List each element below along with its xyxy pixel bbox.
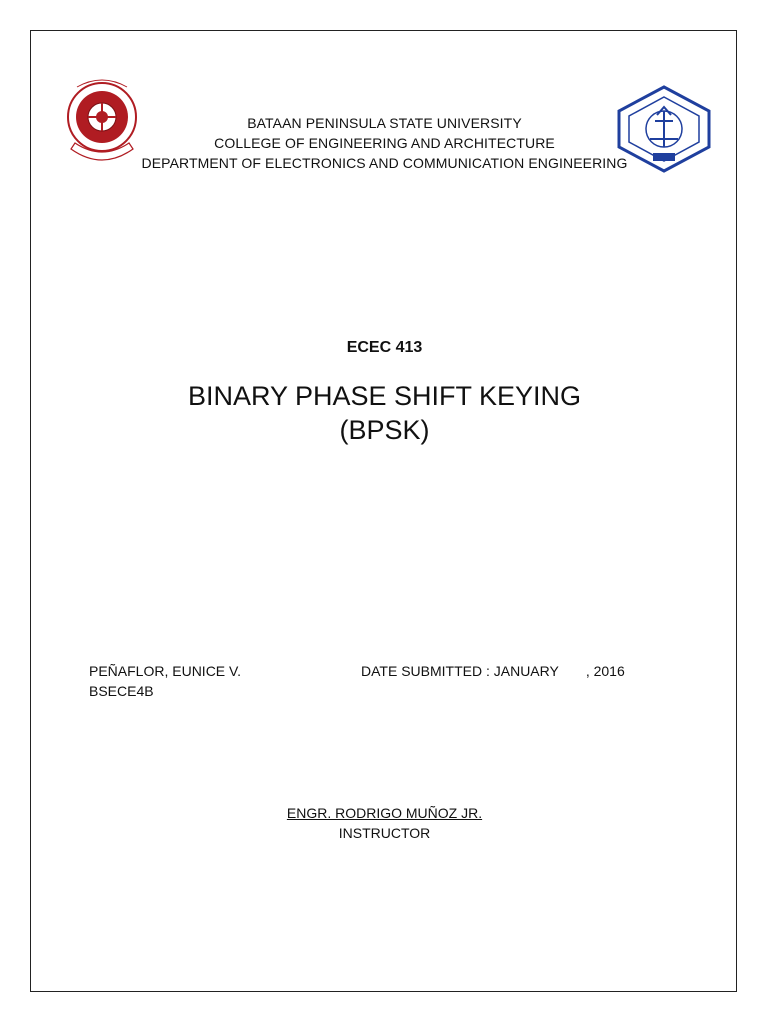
date-submitted (361, 661, 625, 681)
date-year: , 2016 (585, 663, 625, 679)
instructor-role: INSTRUCTOR (338, 825, 431, 841)
document-title (31, 379, 738, 447)
date-label: DATE SUBMITTED : JANUARY (361, 663, 559, 679)
instructor-name (31, 803, 738, 823)
cover-page (30, 30, 737, 992)
student-section: BSECE4B (89, 683, 154, 699)
department-name: DEPARTMENT OF ELECTRONICS AND COMMUNICATION ENGINEERING (141, 155, 628, 171)
title-line-2: (BPSK) (339, 415, 430, 445)
institution-header (31, 113, 738, 173)
title-line-1: BINARY PHASE SHIFT KEYING (187, 381, 582, 411)
college-name: COLLEGE OF ENGINEERING AND ARCHITECTURE (214, 135, 555, 151)
student-name: PEÑAFLOR, EUNICE V. (89, 663, 241, 679)
instructor-name-text: ENGR. RODRIGO MUÑOZ JR. (286, 805, 483, 821)
university-name: BATAAN PENINSULA STATE UNIVERSITY (247, 115, 522, 131)
course-code: ECEC 413 (346, 339, 423, 356)
